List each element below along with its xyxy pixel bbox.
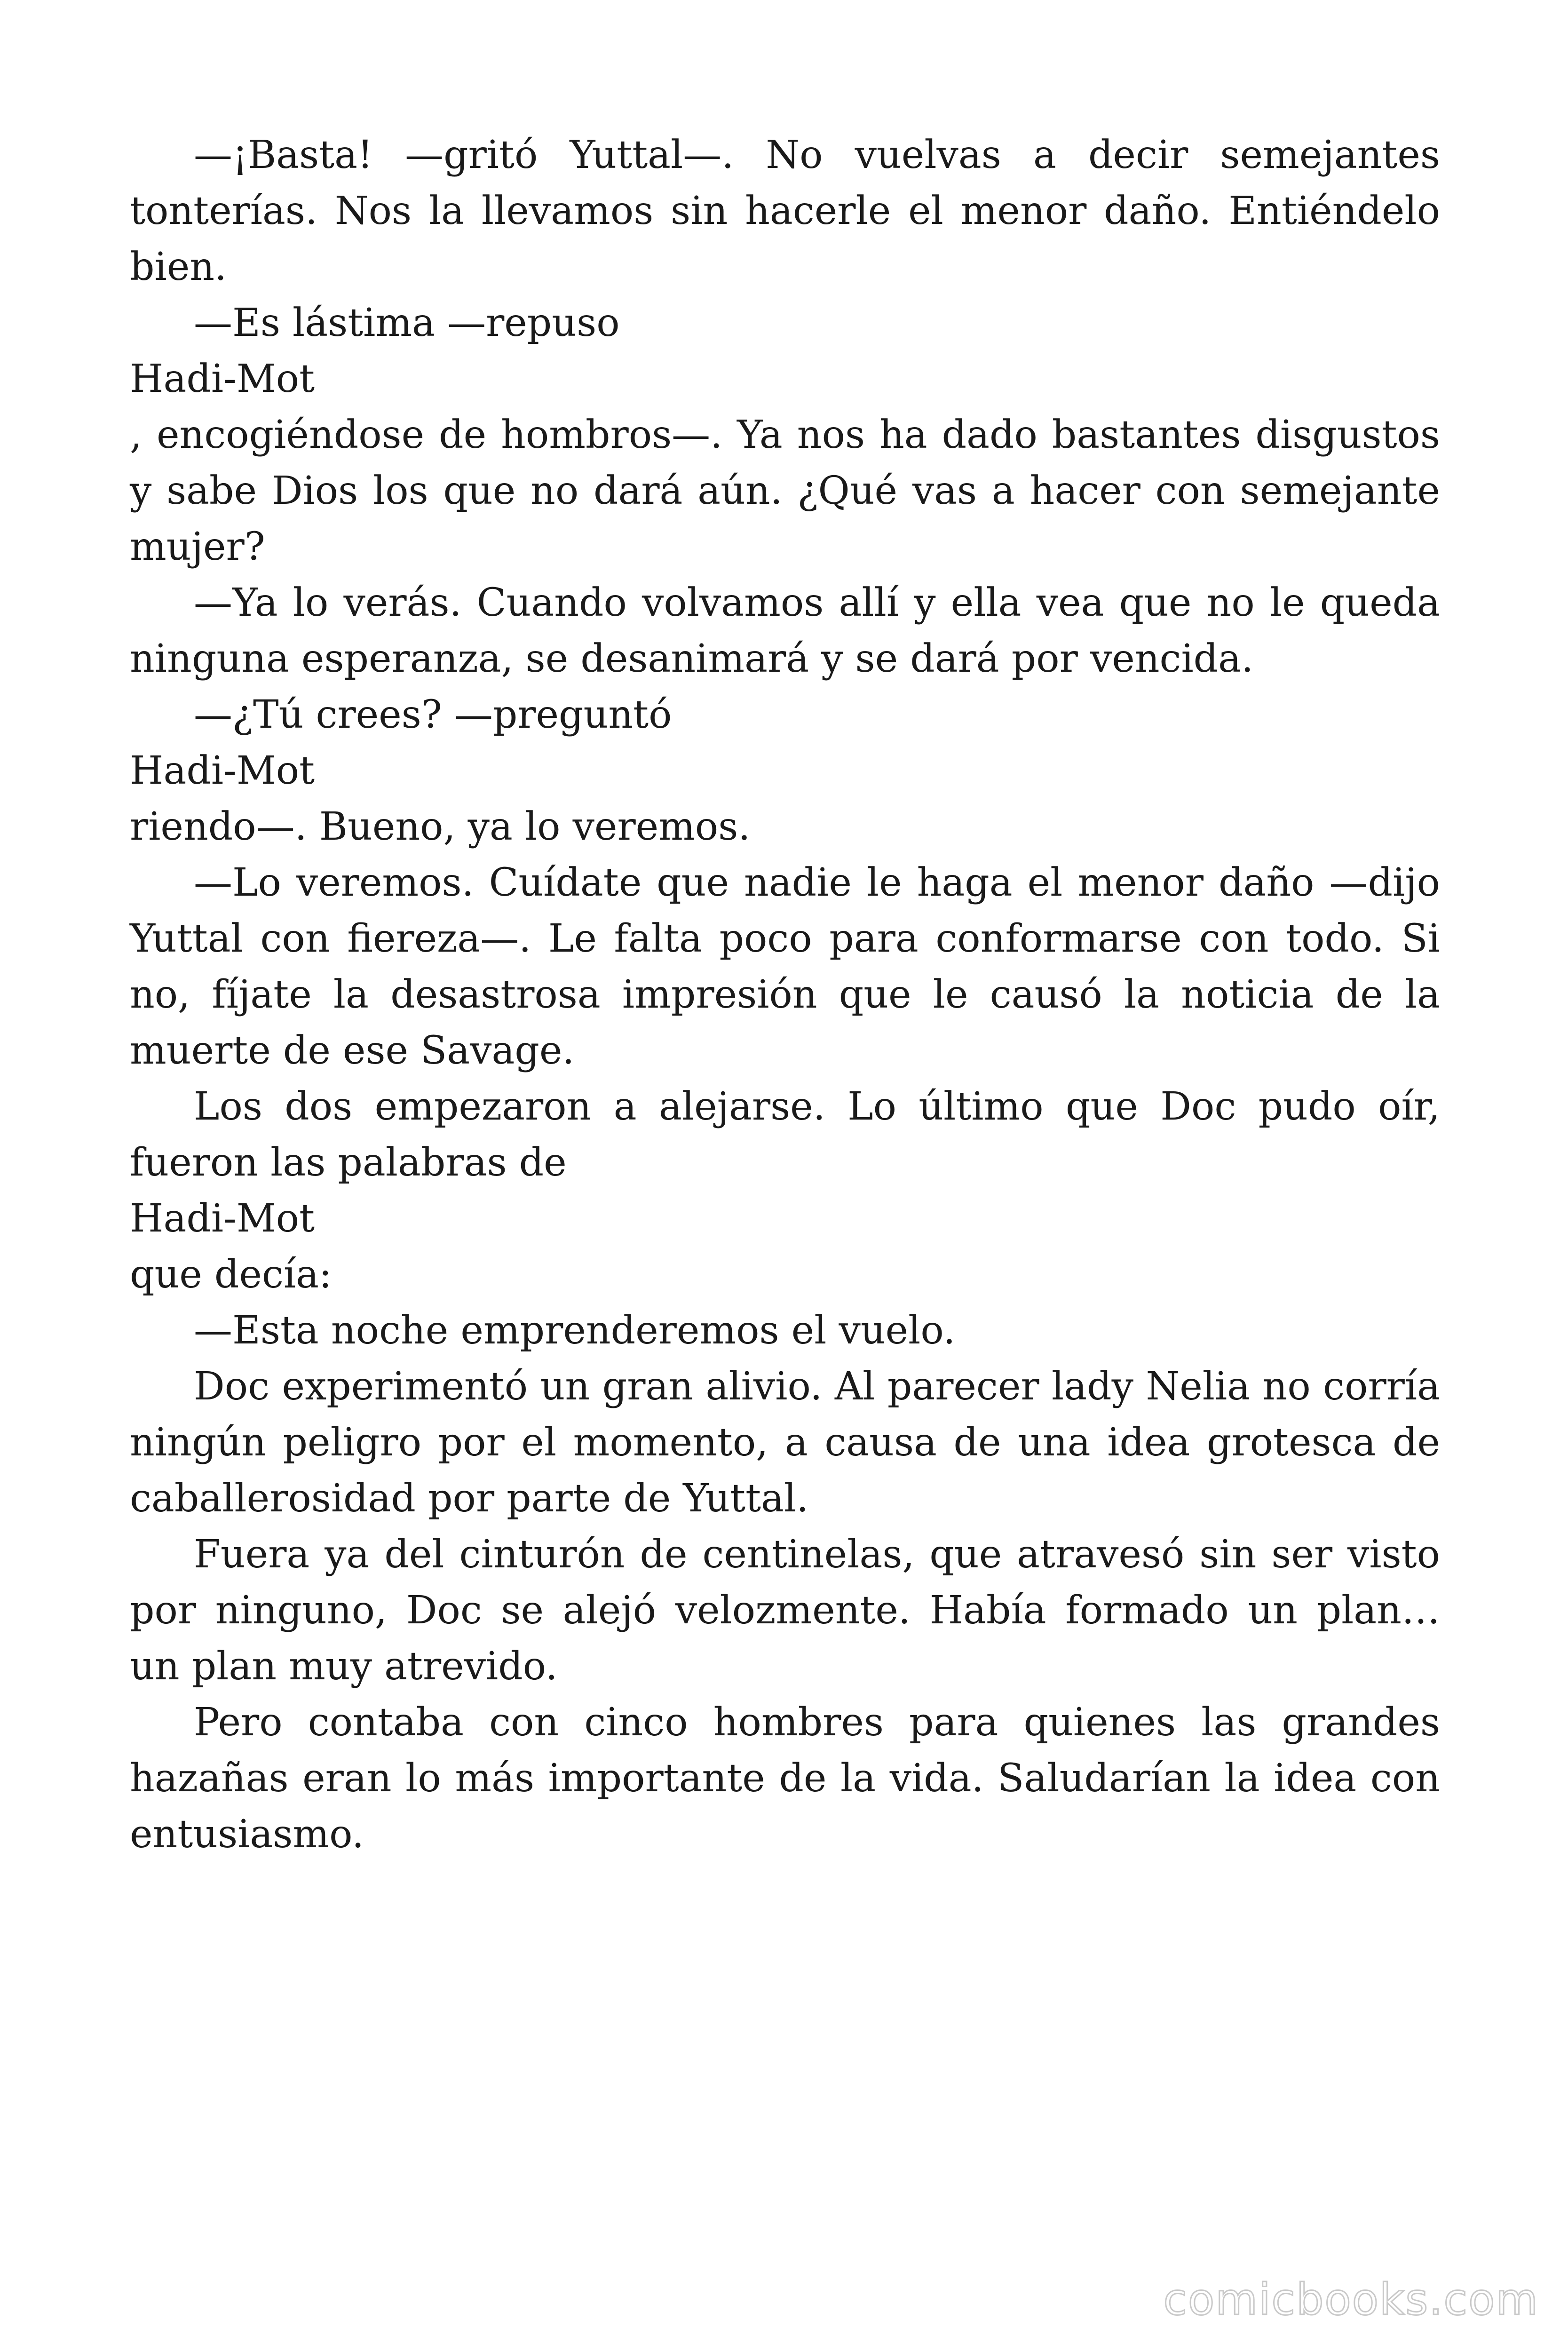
paragraph: Los dos empezaron a alejarse. Lo último que Doc pudo oír, fueron las palabras de [130, 1084, 1440, 1185]
paragraph: Fuera ya del cinturón de centinelas, que atravesó sin ser visto por ninguno, Doc se alejó velozmente. Había formado un plan… un plan muy atrevido. [130, 1532, 1440, 1689]
body-text [130, 127, 1440, 1862]
paragraph: —Es lástima —repuso [194, 301, 620, 345]
paragraph: —¿Tú crees? —preguntó [194, 692, 672, 737]
paragraph: —Esta noche emprenderemos el vuelo. [194, 1308, 956, 1353]
paragraph: Doc experimentó un gran alivio. Al parecer lady Nelia no corría ningún peligro por el momento, a causa de una idea grotesca de caballerosidad por parte de Yuttal. [130, 1364, 1440, 1521]
paragraph: —Ya lo verás. Cuando volvamos allí y ella vea que no le queda ninguna esperanza, se desanimará y se dará por vencida. [130, 580, 1440, 681]
paragraph: Hadi-Mot [130, 357, 315, 401]
watermark: comicbooks.com [1163, 2274, 1539, 2325]
paragraph: —¡Basta! —gritó Yuttal—. No vuelvas a decir semejantes tonterías. Nos la llevamos sin hacerle el menor daño. Entiéndelo bien. [130, 133, 1440, 289]
paragraph: Hadi-Mot [130, 748, 315, 793]
paragraph: Pero contaba con cinco hombres para quienes las grandes hazañas eran lo más importante de la vida. Saludarían la idea con entusiasmo. [130, 1700, 1440, 1857]
paragraph: —Lo veremos. Cuídate que nadie le haga el menor daño —dijo Yuttal con fiereza—. Le falta poco para conformarse con todo. Si no, fíjate la desastrosa impresión que le causó la noticia de la muerte de ese Savage. [130, 860, 1440, 1073]
paragraph: riendo—. Bueno, ya lo veremos. [130, 804, 751, 849]
paragraph: Hadi-Mot [130, 1196, 315, 1241]
paragraph: , encogiéndose de hombros—. Ya nos ha dado bastantes disgustos y sabe Dios los que no dará aún. ¿Qué vas a hacer con semejante mujer? [130, 413, 1440, 569]
paragraph: que decía: [130, 1252, 332, 1297]
